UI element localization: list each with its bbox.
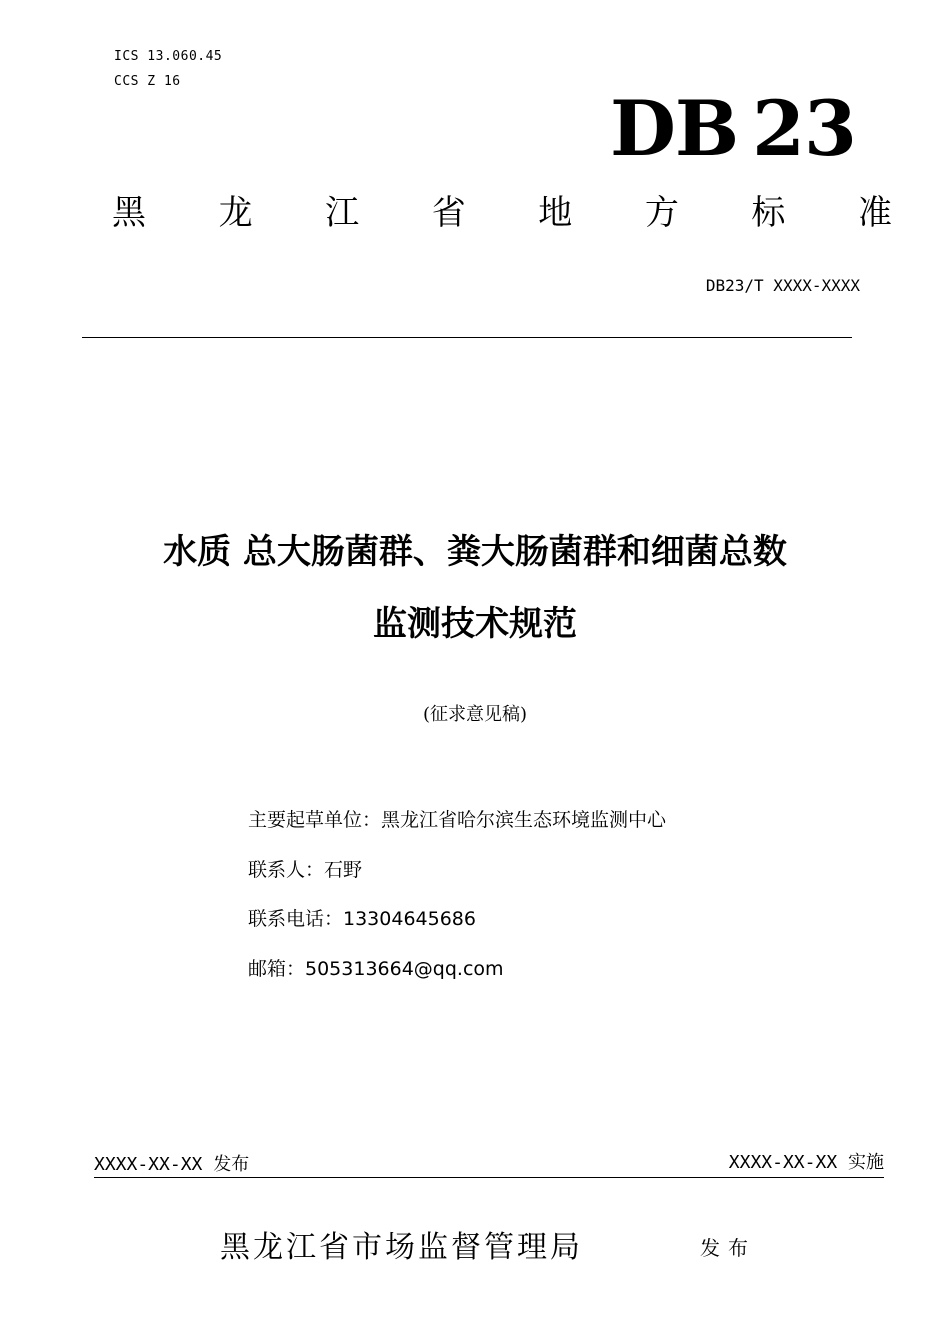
contact-person: 联系人：石野: [248, 859, 363, 881]
db23-logo: [610, 84, 870, 174]
standard-type-char: 省: [431, 192, 466, 233]
logo-db: DB: [610, 84, 739, 173]
standard-type-char: 准: [857, 192, 892, 233]
footer-divider: [94, 1177, 884, 1178]
logo-number: 23: [752, 84, 856, 173]
document-title-line-1: 水质 总大肠菌群、粪大肠菌群和细菌总数: [163, 532, 787, 572]
standard-type-char: 黑: [112, 192, 146, 233]
issuing-authority: 黑龙江省市场监督管理局: [220, 1230, 583, 1265]
header-divider: [82, 337, 852, 338]
contact-phone: 联系电话：13304645686: [248, 908, 476, 930]
issue-label: 发布: [700, 1236, 756, 1260]
ics-code: ICS 13.060.45: [114, 49, 223, 64]
standard-type-char: 标: [751, 192, 786, 233]
standard-type-heading: [112, 186, 892, 232]
standard-type-char: 江: [325, 192, 360, 233]
contact-email: 邮箱：505313664@qq.com: [248, 958, 504, 980]
document-title-line-2: 监测技术规范: [373, 604, 577, 644]
implement-date: XXXX-XX-XX 实施: [728, 1152, 884, 1173]
publish-date: XXXX-XX-XX 发布: [94, 1154, 250, 1175]
standard-type-char: 地: [538, 192, 573, 233]
draft-note: (征求意见稿): [422, 704, 528, 725]
standard-number: DB23/T XXXX-XXXX: [705, 276, 860, 295]
standard-type-char: 龙: [218, 192, 253, 233]
standard-type-char: 方: [644, 192, 679, 233]
drafting-unit: 主要起草单位：黑龙江省哈尔滨生态环境监测中心: [248, 809, 667, 831]
ccs-code: CCS Z 16: [114, 74, 181, 89]
